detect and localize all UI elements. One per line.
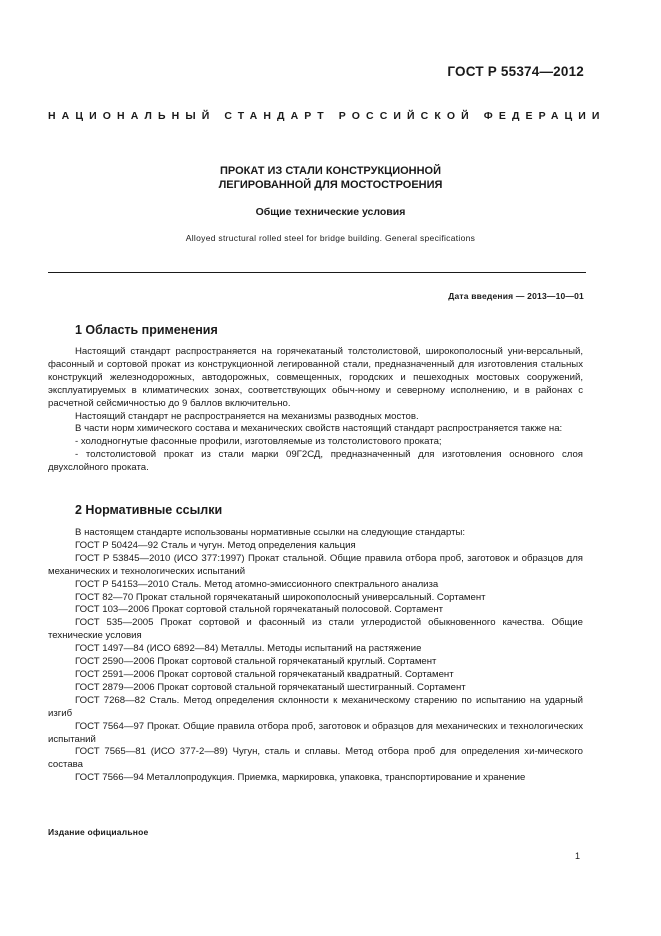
title-line-1: ПРОКАТ ИЗ СТАЛИ КОНСТРУКЦИОННОЙ xyxy=(219,165,442,177)
reference-item: ГОСТ 2879—2006 Прокат сортовой стальной горячекатаный шестигранный. Сортамент xyxy=(75,681,466,693)
reference-item: В настоящем стандарте использованы нормативные ссылки на следующие стандарты: xyxy=(75,527,466,538)
reference-item: ГОСТ Р 50424—92 Сталь и чугун. Метод определения кальция xyxy=(75,539,356,551)
section-1-heading: 1 Область применения xyxy=(75,323,218,337)
paragraph: Настоящий стандарт не распространяется на механизмы разводных мостов. xyxy=(75,410,419,422)
reference-item: ГОСТ 103—2006 Прокат сортовой стальной горячекатаный полосовой. Сортамент xyxy=(75,604,444,616)
title-line-2: ЛЕГИРОВАННОЙ ДЛЯ МОСТОСТРОЕНИЯ xyxy=(218,179,443,191)
reference-item: ГОСТ 7268—82 Сталь. Метод определения склонности к механическому старению по испытанию на ударный изгиб xyxy=(48,694,583,719)
page-number: 1 xyxy=(574,851,580,861)
section-1-body xyxy=(48,346,583,475)
document-code: ГОСТ Р 55374—2012 xyxy=(447,64,584,79)
paragraph: - толстолистовой прокат из стали марки 09Г2СД, предназначенный для изготовления основного слоя двухслойного проката. xyxy=(48,449,583,474)
section-2-body xyxy=(48,527,583,785)
reference-item: ГОСТ 7564—97 Прокат. Общие правила отбора проб, заготовок и образцов для механических и технологических испытаний xyxy=(48,720,583,745)
paragraph: - холодногнутые фасонные профили, изготовляемые из толстолистового проката; xyxy=(75,436,442,448)
reference-item: ГОСТ Р 53845—2010 (ИСО 377:1997) Прокат стальной. Общие правила отбора проб, заготовок и образцов для механических и технологических испытаний xyxy=(48,552,583,577)
reference-item: ГОСТ 535—2005 Прокат сортовой и фасонный из стали углеродистой обыкновенного качества. Общие технические условия xyxy=(48,617,583,642)
introduction-date: Дата введения — 2013—10—01 xyxy=(448,291,584,301)
english-title: Alloyed structural rolled steel for bridge building. General specifications xyxy=(185,233,476,243)
document-title xyxy=(0,164,661,192)
national-standard-banner: НАЦИОНАЛЬНЫЙ СТАНДАРТ РОССИЙСКОЙ ФЕДЕРАЦИИ xyxy=(48,110,606,122)
reference-item: ГОСТ Р 54153—2010 Сталь. Метод атомно-эмиссионного спектрального анализа xyxy=(75,578,439,590)
reference-item: ГОСТ 2590—2006 Прокат сортовой стальной горячекатаный круглый. Сортамент xyxy=(75,656,437,668)
reference-item: ГОСТ 7566—94 Металлопродукция. Приемка, маркировка, упаковка, транспортирование и хранение xyxy=(75,772,526,784)
reference-item: ГОСТ 82—70 Прокат стальной горячекатаный широкополосный универсальный. Сортамент xyxy=(75,591,486,603)
reference-item: ГОСТ 2591—2006 Прокат сортовой стальной горячекатаный квадратный. Сортамент xyxy=(75,668,454,680)
section-2-heading: 2 Нормативные ссылки xyxy=(75,503,223,517)
header-divider xyxy=(48,272,586,273)
document-subtitle: Общие технические условия xyxy=(255,206,406,218)
paragraph: В части норм химического состава и механических свойств настоящий стандарт распространяется также на: xyxy=(75,423,563,435)
official-edition-label: Издание официальное xyxy=(48,827,149,837)
reference-item: ГОСТ 7565—81 (ИСО 377-2—89) Чугун, сталь и сплавы. Метод отбора проб для определения хи-мического состава xyxy=(48,746,583,771)
reference-item: ГОСТ 1497—84 (ИСО 6892—84) Металлы. Методы испытаний на растяжение xyxy=(75,643,422,655)
paragraph: Настоящий стандарт распространяется на горячекатаный толстолистовой, широкополосный уни-версальный, фасонный и сортовой прокат из конструкционной легированной стали, предназначенный для изготовления стальных конструкций железнодорожных, автодорожных, совмещенных, городских и пешеходных мостовых сооружений, эксплуатируемых в климатических зонах, соответствующих обыч-ному и северному исполнению, и в районах с расчетной сейсмичностью до 9 баллов включительно. xyxy=(48,346,583,409)
